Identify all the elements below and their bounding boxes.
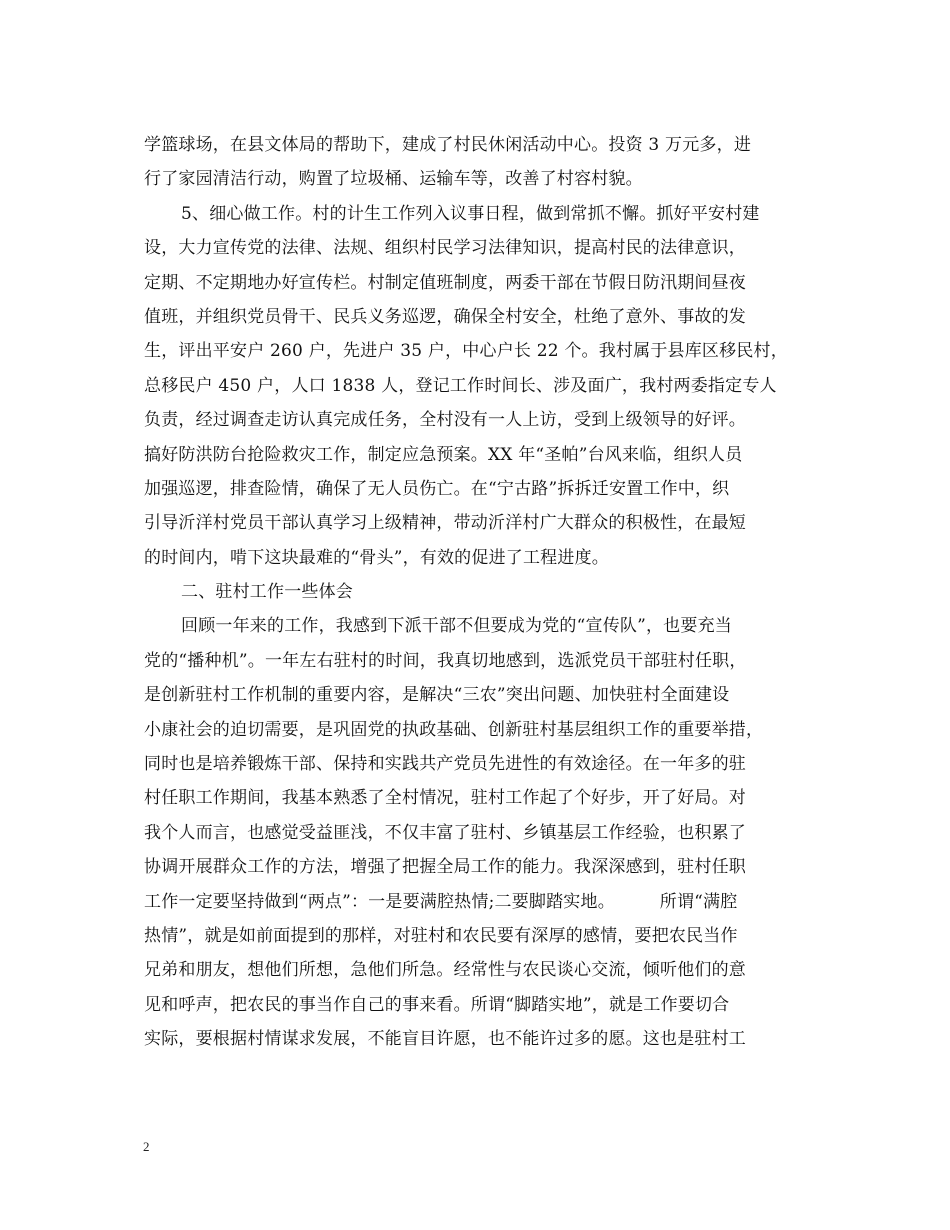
text-line: 同时也是培养锻炼干部、保持和实践共产党员先进性的有效途径。在一年多的驻	[144, 754, 746, 775]
text-line: 引导沂洋村党员干部认真学习上级精神，带动沂洋村广大群众的积极性，在最短	[144, 513, 746, 534]
text-line: 设，大力宣传党的法律、法规、组织村民学习法律知识，提高村民的法律意识，	[144, 238, 746, 259]
text-line: 值班，并组织党员骨干、民兵义务巡逻，确保全村安全，杜绝了意外、事故的发	[144, 306, 746, 327]
text-line: 村任职工作期间，我基本熟悉了全村情况，驻村工作起了个好步，开了好局。对	[144, 788, 746, 809]
text-line: 工作一定要坚持做到“两点”：一是要满腔热情;二要脚踏实地。 所谓“满腔	[144, 891, 738, 912]
text-line: 搞好防洪防台抢险救灾工作，制定应急预案。XX 年“圣帕”台风来临，组织人员	[144, 444, 743, 465]
text-line: 5、细心做工作。村的计生工作列入议事日程，做到常抓不懈。抓好平安村建	[181, 203, 760, 224]
text-line: 协调开展群众工作的方法，增强了把握全局工作的能力。我深深感到，驻村任职	[144, 857, 746, 878]
text-line: 党的“播种机”。一年左右驻村的时间，我真切地感到，选派党员干部驻村任职，	[144, 650, 747, 671]
text-line: 热情”，就是如前面提到的那样，对驻村和农民要有深厚的感情，要把农民当作	[144, 925, 738, 946]
text-line: 小康社会的迫切需要，是巩固党的执政基础、创新驻村基层组织工作的重要举措，	[144, 719, 764, 740]
text-line: 实际，要根据村情谋求发展，不能盲目许愿，也不能许过多的愿。这也是驻村工	[144, 1029, 746, 1050]
page-number: 2	[143, 1139, 150, 1154]
text-line: 行了家园清洁行动，购置了垃圾桶、运输车等，改善了村容村貌。	[144, 169, 643, 190]
text-line: 的时间内，啃下这块最难的“骨头”，有效的促进了工程进度。	[144, 547, 609, 568]
text-line: 负责，经过调查走访认真完成任务，全村没有一人上访，受到上级领导的好评。	[144, 410, 746, 431]
text-line: 定期、不定期地办好宣传栏。村制定值班制度，两委干部在节假日防汛期间昼夜	[144, 272, 746, 293]
text-line: 我个人而言，也感觉受益匪浅，不仅丰富了驻村、乡镇基层工作经验，也积累了	[144, 822, 746, 843]
text-line: 总移民户 450 户，人口 1838 人，登记工作时间长、涉及面广，我村两委指定专人	[144, 375, 777, 396]
text-line: 回顾一年来的工作，我感到下派干部不但要成为党的“宣传队”，也要充当	[181, 616, 732, 637]
body-text	[144, 128, 804, 1057]
text-line: 生，评出平安户 260 户，先进户 35 户，中心户长 22 个。我村属于县库区移民村，	[144, 341, 788, 362]
text-line: 学篮球场，在县文体局的帮助下，建成了村民休闲活动中心。投资 3 万元多，进	[144, 135, 752, 155]
section-heading: 二、驻村工作一些体会	[181, 582, 353, 603]
text-line: 是创新驻村工作机制的重要内容，是解决“三农”突出问题、加快驻村全面建设	[144, 685, 730, 706]
text-line: 加强巡逻，排查险情，确保了无人员伤亡。在“宁古路”拆拆迁安置工作中，织	[144, 478, 730, 499]
text-line: 兄弟和朋友，想他们所想，急他们所急。经常性与农民谈心交流，倾听他们的意	[144, 960, 746, 981]
text-line: 见和呼声，把农民的事当作自己的事来看。所谓“脚踏实地”，就是工作要切合	[144, 994, 730, 1015]
